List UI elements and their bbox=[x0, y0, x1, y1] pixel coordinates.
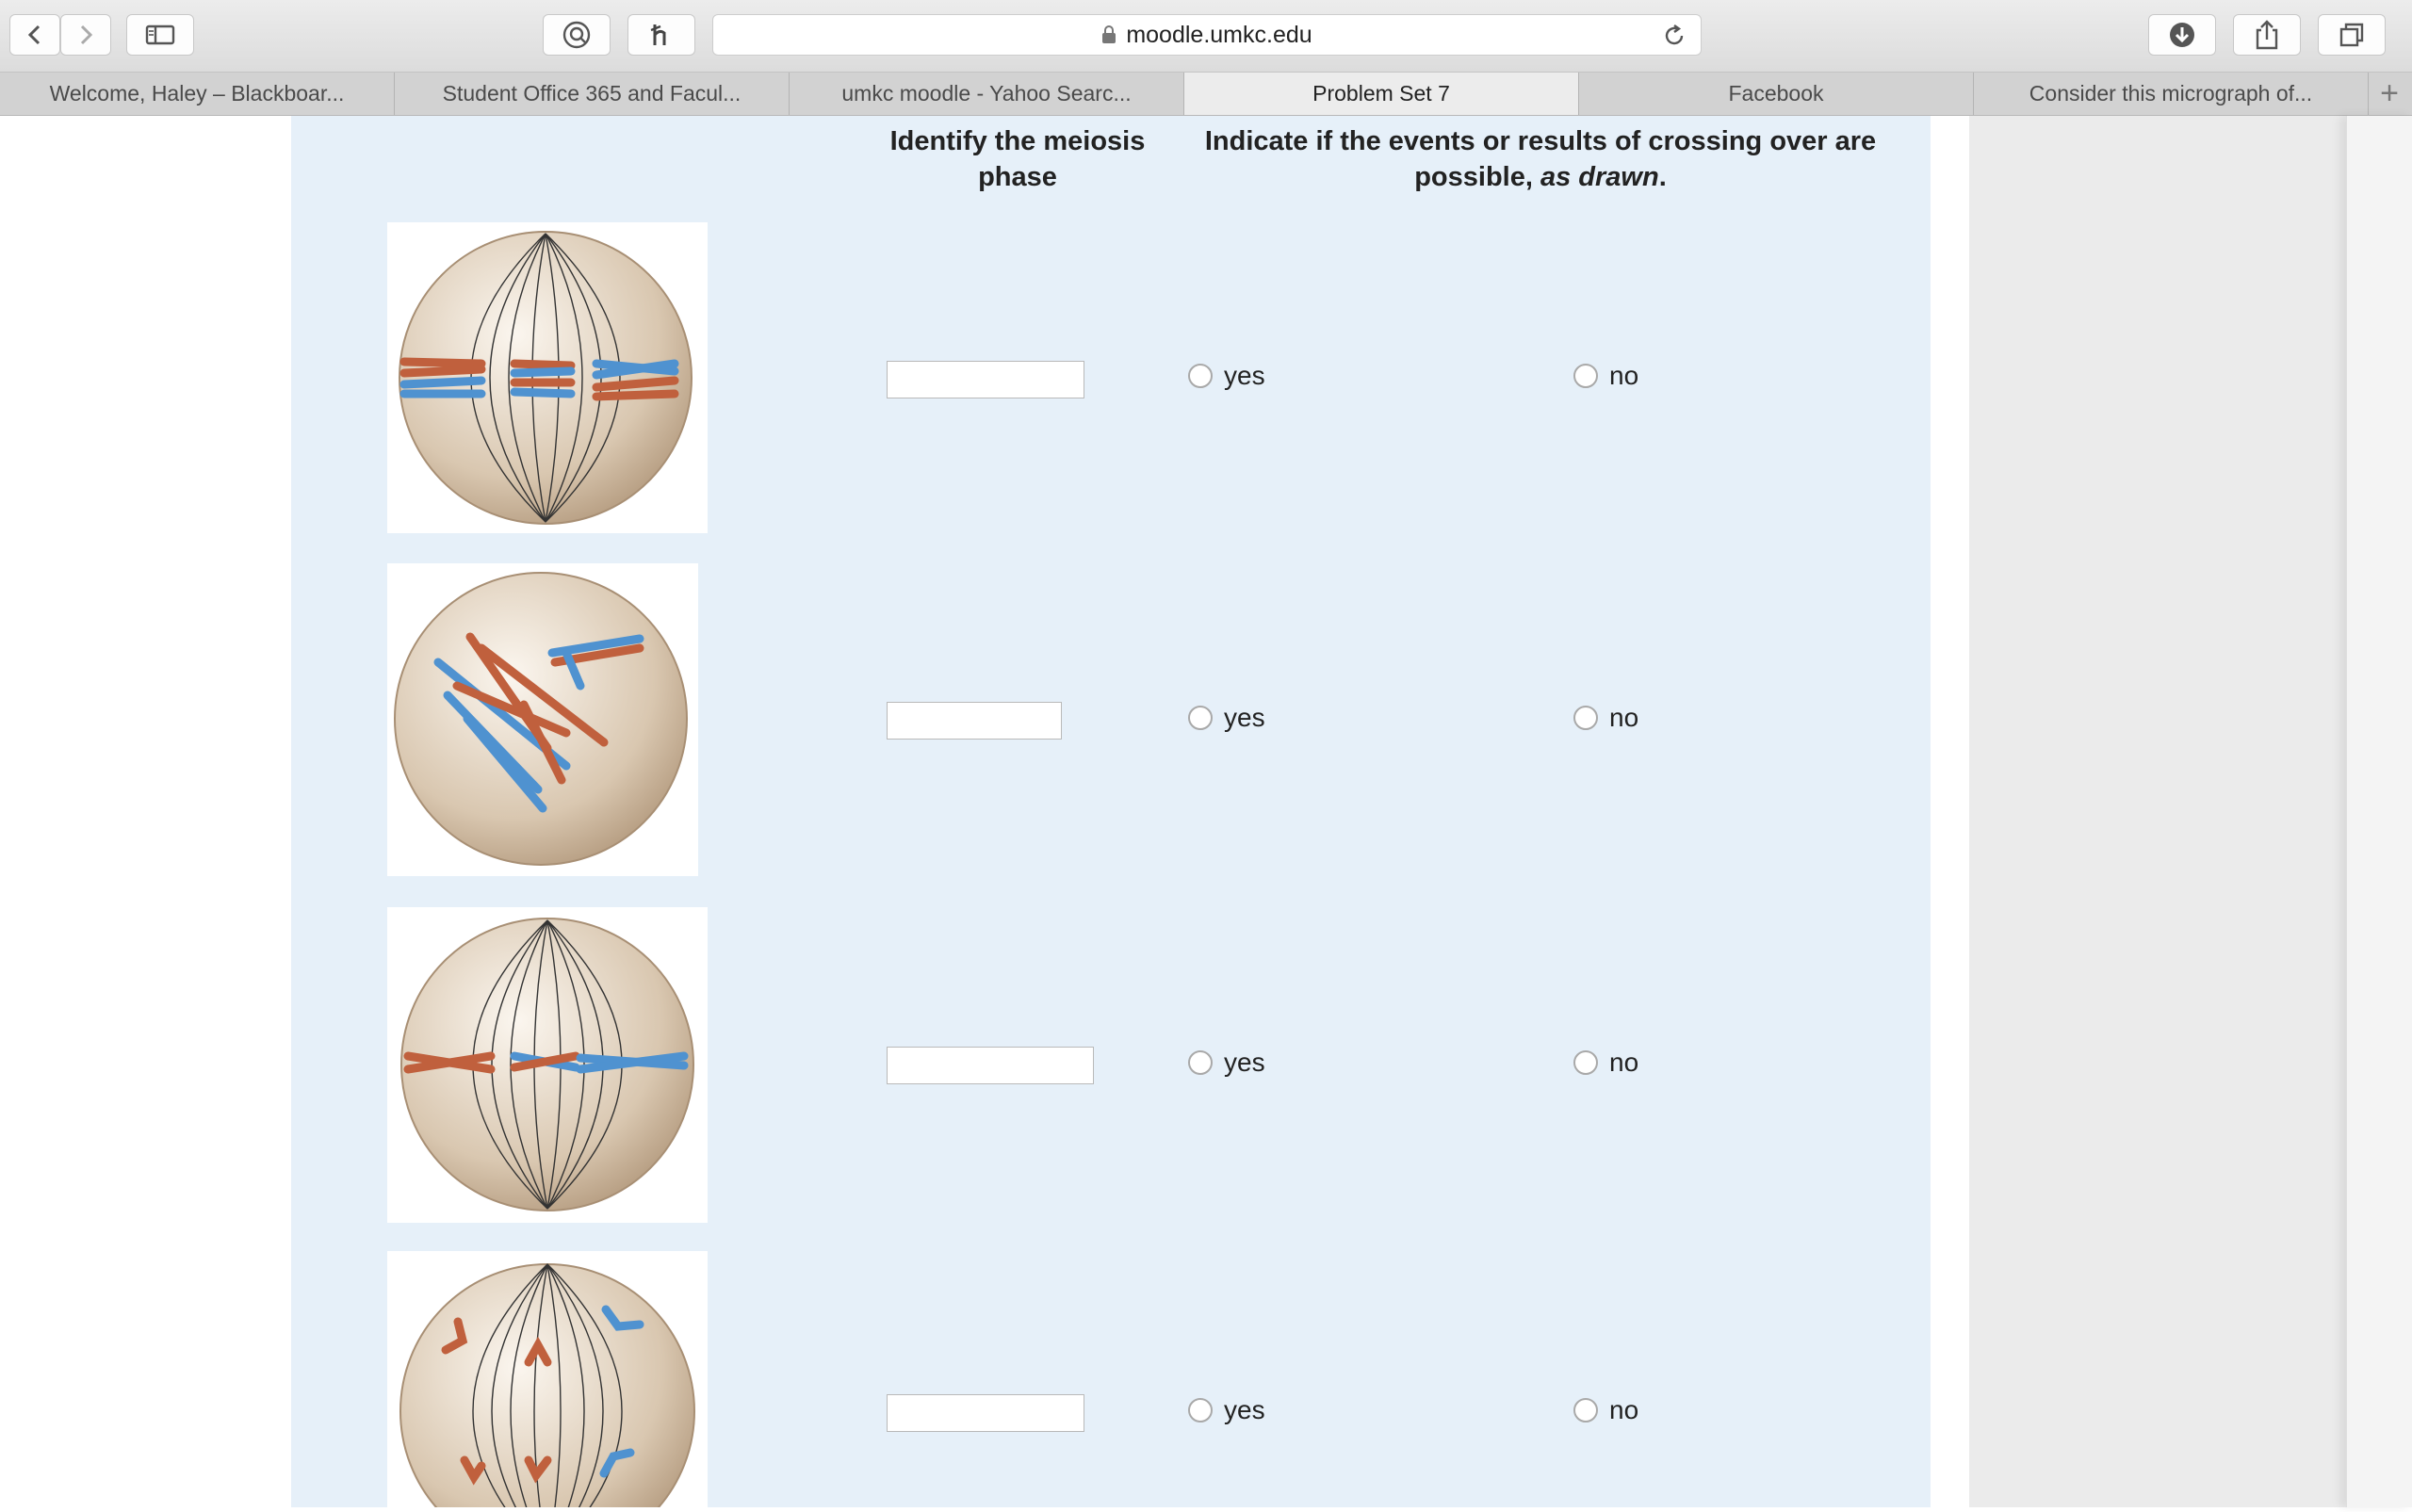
column-header-phase: Identify the meiosis phase bbox=[889, 126, 1146, 192]
tab-blackboard[interactable]: Welcome, Haley – Blackboar... bbox=[0, 73, 395, 115]
yes-label: yes bbox=[1224, 1048, 1265, 1077]
row-3-cell-image bbox=[387, 907, 708, 1223]
row-2-phase-input[interactable] bbox=[887, 702, 1062, 740]
download-icon bbox=[2167, 20, 2197, 50]
chevron-left-icon bbox=[25, 24, 44, 46]
tab-facebook[interactable]: Facebook bbox=[1579, 73, 1974, 115]
tabs-overview-button[interactable] bbox=[2318, 14, 2386, 56]
no-label: no bbox=[1609, 361, 1639, 390]
tab-micrograph[interactable]: Consider this micrograph of... bbox=[1974, 73, 2369, 115]
column-header-crossing-over bbox=[1197, 123, 1884, 195]
metaphase-i-cell-diagram bbox=[387, 222, 708, 533]
row-2-no-option[interactable] bbox=[1573, 703, 1638, 733]
url-text: moodle.umkc.edu bbox=[1126, 21, 1312, 48]
downloads-button[interactable] bbox=[2148, 14, 2216, 56]
row-1-yes-radio[interactable] bbox=[1188, 364, 1213, 388]
yes-label: yes bbox=[1224, 1395, 1265, 1424]
chevron-right-icon bbox=[76, 24, 95, 46]
forward-button[interactable] bbox=[60, 14, 111, 56]
row-1-no-radio[interactable] bbox=[1573, 364, 1598, 388]
tab-yahoo-search[interactable]: umkc moodle - Yahoo Searc... bbox=[790, 73, 1184, 115]
back-button[interactable] bbox=[9, 14, 60, 56]
share-button[interactable] bbox=[2233, 14, 2301, 56]
row-2-yes-option[interactable] bbox=[1188, 703, 1265, 733]
row-4-no-option[interactable] bbox=[1573, 1395, 1638, 1425]
no-label: no bbox=[1609, 1048, 1639, 1077]
row-2-cell-image bbox=[387, 563, 698, 876]
honey-extension-button[interactable] bbox=[627, 14, 695, 56]
row-3-no-radio[interactable] bbox=[1573, 1050, 1598, 1075]
row-3-no-option[interactable] bbox=[1573, 1048, 1638, 1078]
plus-icon: + bbox=[2380, 75, 2399, 111]
no-label: no bbox=[1609, 1395, 1639, 1424]
no-label: no bbox=[1609, 703, 1639, 732]
extension-button[interactable] bbox=[543, 14, 611, 56]
tab-problem-set-7[interactable]: Problem Set 7 bbox=[1184, 73, 1579, 115]
metaphase-ii-cell-diagram bbox=[387, 907, 708, 1223]
prophase-i-cell-diagram bbox=[387, 563, 698, 876]
row-2-yes-radio[interactable] bbox=[1188, 706, 1213, 730]
row-4-yes-option[interactable] bbox=[1188, 1395, 1265, 1425]
row-2-no-radio[interactable] bbox=[1573, 706, 1598, 730]
reload-icon[interactable] bbox=[1661, 23, 1687, 49]
sidebar-button[interactable] bbox=[126, 14, 194, 56]
row-1-phase-input[interactable] bbox=[887, 361, 1084, 398]
sidebar-icon bbox=[145, 24, 175, 46]
new-tab-button[interactable] bbox=[2369, 73, 2410, 115]
right-sidebar bbox=[1969, 116, 2346, 1507]
row-4-yes-radio[interactable] bbox=[1188, 1398, 1213, 1423]
honey-h-icon bbox=[647, 21, 676, 49]
header-text: Indicate if the events or results of crossing over are possible, bbox=[1204, 126, 1877, 192]
row-4-phase-input[interactable] bbox=[887, 1394, 1084, 1432]
row-4-no-radio[interactable] bbox=[1573, 1398, 1598, 1423]
tabs-icon bbox=[2338, 21, 2366, 49]
row-1-yes-option[interactable] bbox=[1188, 361, 1265, 391]
lock-icon bbox=[1101, 25, 1116, 44]
header-emphasis: as drawn bbox=[1540, 162, 1659, 192]
extension-icon bbox=[562, 20, 592, 50]
row-1-no-option[interactable] bbox=[1573, 361, 1638, 391]
header-period: . bbox=[1658, 162, 1667, 192]
row-3-phase-input[interactable] bbox=[887, 1047, 1094, 1084]
address-bar[interactable] bbox=[712, 14, 1702, 56]
row-4-cell-image bbox=[387, 1251, 708, 1507]
anaphase-cell-diagram bbox=[387, 1251, 708, 1507]
page-scrollbar[interactable] bbox=[2346, 116, 2412, 1507]
row-3-yes-radio[interactable] bbox=[1188, 1050, 1213, 1075]
row-3-yes-option[interactable] bbox=[1188, 1048, 1265, 1078]
share-icon bbox=[2254, 19, 2280, 51]
yes-label: yes bbox=[1224, 703, 1265, 732]
browser-toolbar bbox=[0, 0, 2412, 73]
tab-office365[interactable]: Student Office 365 and Facul... bbox=[395, 73, 790, 115]
row-1-cell-image bbox=[387, 222, 708, 533]
yes-label: yes bbox=[1224, 361, 1265, 390]
tab-bar bbox=[0, 73, 2412, 116]
page-content bbox=[0, 116, 2346, 1507]
